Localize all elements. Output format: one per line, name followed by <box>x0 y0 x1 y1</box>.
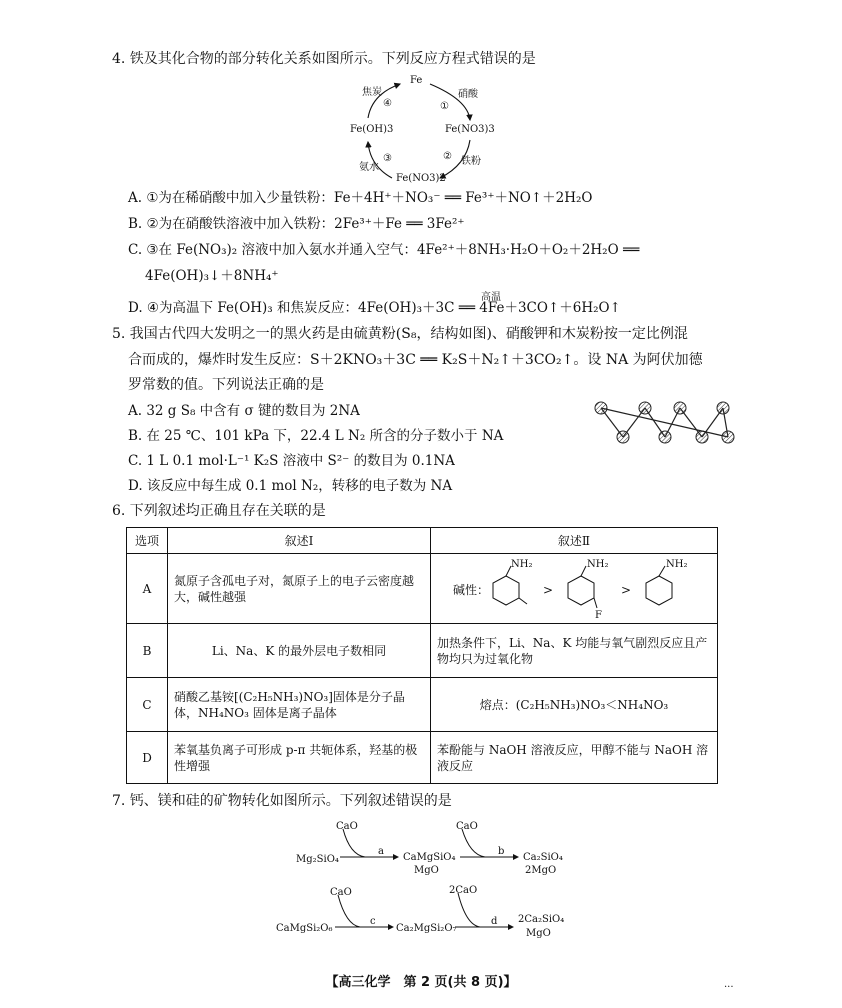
q5-option-b: B. 在 25 ℃、101 kPa 下，22.4 L N₂ 所含的分子数小于 NA <box>128 428 504 444</box>
q4-stem: 4. 铁及其化合物的部分转化关系如图所示。下列反应方程式错误的是 <box>112 51 536 67</box>
row-b-statement-1: Li、Na、K 的最外层电子数相同 <box>168 624 431 678</box>
species-fe-no3-2: Fe(NO3)2 <box>396 173 446 184</box>
corner-mark: ... <box>724 979 734 990</box>
q5-option-d: D. 该反应中每生成 0.1 mol N₂，转移的电子数为 NA <box>128 478 453 494</box>
header-statement-2: 叙述Ⅱ <box>431 528 718 554</box>
q4-option-d: D. ④为高温下 Fe(OH)₃ 和焦炭反应：4Fe(OH)₃＋3C ══ 4Fe＋3CO↑＋6H₂O↑ <box>128 300 621 316</box>
num-4: ④ <box>383 98 392 109</box>
row-b-option: B <box>127 624 168 678</box>
header-statement-1: 叙述Ⅰ <box>168 528 431 554</box>
scheme-ca2sio4-1: Ca₂SiO₄ <box>523 852 563 863</box>
q5-line1: 5. 我国古代四大发明之一的黑火药是由硫黄粉(S₈，结构如图)、硝酸钾和木炭粉按一定比例混 <box>112 326 688 342</box>
row-c-statement-1: 硝酸乙基铵[(C₂H₅NH₃)NO₃]固体是分子晶体，NH₄NO₃ 固体是离子晶体 <box>168 678 431 732</box>
num-2: ② <box>443 151 452 162</box>
species-fe: Fe <box>410 75 423 86</box>
row-c-statement-2: 熔点：(C₂H₅NH₃)NO₃＜NH₄NO₃ <box>431 678 718 732</box>
scheme-2mgo: 2MgO <box>525 865 557 876</box>
species-fe-no3-3: Fe(NO3)3 <box>445 124 495 135</box>
scheme-label-d: d <box>491 916 498 927</box>
condition-high-temp: 高温 <box>481 292 501 303</box>
q5-line2: 合而成的，爆炸时发生反应：S＋2KNO₃＋3C ══ K₂S＋N₂↑＋3CO₂↑。设 NA 为阿伏加德 <box>128 352 703 368</box>
q4-option-a: A. ①为在稀硝酸中加入少量铁粉：Fe＋4H⁺＋NO₃⁻ ══ Fe³⁺＋NO↑＋2H₂O <box>128 190 593 206</box>
scheme-mg2sio4: Mg₂SiO₄ <box>296 854 339 865</box>
row-d-option: D <box>127 732 168 784</box>
label-nitric-acid: 硝酸 <box>458 89 478 100</box>
scheme-cao-2: CaO <box>456 821 478 832</box>
greater-than-1: > <box>543 583 554 597</box>
scheme-label-c: c <box>370 916 376 927</box>
header-option: 选项 <box>127 528 168 554</box>
q4-option-c-line1: C. ③在 Fe(NO₃)₂ 溶液中加入氨水并通入空气：4Fe²⁺＋8NH₃·H₂O＋O₂＋2H₂O ══ <box>128 242 640 258</box>
basicity-label: 碱性： <box>453 583 490 597</box>
species-fe-oh-3: Fe(OH)3 <box>350 124 394 135</box>
scheme-mgo-1: MgO <box>414 865 439 876</box>
row-b-statement-2: 加热条件下，Li、Na、K 均能与氧气剧烈反应且产物均只为过氧化物 <box>431 624 718 678</box>
nh2-label-3: NH₂ <box>666 559 688 570</box>
scheme-label-b: b <box>498 846 505 857</box>
label-iron-powder: 铁粉 <box>461 156 481 167</box>
scheme-2ca2sio4: 2Ca₂SiO₄ <box>518 914 565 925</box>
q4-option-b: B. ②为在硝酸铁溶液中加入铁粉：2Fe³⁺＋Fe ══ 3Fe²⁺ <box>128 216 465 232</box>
row-d-statement-1: 苯氧基负离子可形成 p-π 共轭体系，羟基的极性增强 <box>168 732 431 784</box>
row-a-statement-1: 氮原子含孤电子对，氮原子上的电子云密度越大，碱性越强 <box>168 554 431 624</box>
q5-option-c: C. 1 L 0.1 mol·L⁻¹ K₂S 溶液中 S²⁻ 的数目为 0.1NA <box>128 453 455 469</box>
q7-stem: 7. 钙、镁和硅的矿物转化如图所示。下列叙述错误的是 <box>112 793 452 809</box>
nh2-label-2: NH₂ <box>587 559 609 570</box>
row-d-statement-2: 苯酚能与 NaOH 溶液反应，甲醇不能与 NaOH 溶液反应 <box>431 732 718 784</box>
scheme-2cao: 2CaO <box>449 885 478 896</box>
scheme-camgsi2o6: CaMgSi₂O₆ <box>276 923 333 934</box>
nh2-label-1: NH₂ <box>511 559 533 570</box>
page-footer: 【高三化学 第 2 页(共 8 页)】 <box>325 975 517 990</box>
scheme-cao-1: CaO <box>336 821 358 832</box>
row-c-option: C <box>127 678 168 732</box>
scheme-cao-3: CaO <box>330 887 352 898</box>
q6-stem: 6. 下列叙述均正确且存在关联的是 <box>112 503 326 519</box>
label-ammonia: 氨水 <box>359 162 379 173</box>
label-coke: 焦炭 <box>362 87 382 98</box>
scheme-camgsio4: CaMgSiO₄ <box>403 852 456 863</box>
scheme-label-a: a <box>378 846 384 857</box>
num-1: ① <box>440 101 449 112</box>
greater-than-2: > <box>621 583 632 597</box>
scheme-mgo-3: MgO <box>526 928 551 939</box>
num-3: ③ <box>383 153 392 164</box>
scheme-ca2mgsi2o7: Ca₂MgSi₂O₇ <box>396 923 457 934</box>
q5-line3: 罗常数的值。下列说法正确的是 <box>128 377 324 393</box>
fluoro-label: F <box>595 610 602 621</box>
q4-option-c-line2: 4Fe(OH)₃↓＋8NH₄⁺ <box>145 268 279 284</box>
row-a-option: A <box>127 554 168 624</box>
q5-option-a: A. 32 g S₈ 中含有 σ 键的数目为 2NA <box>128 403 360 419</box>
